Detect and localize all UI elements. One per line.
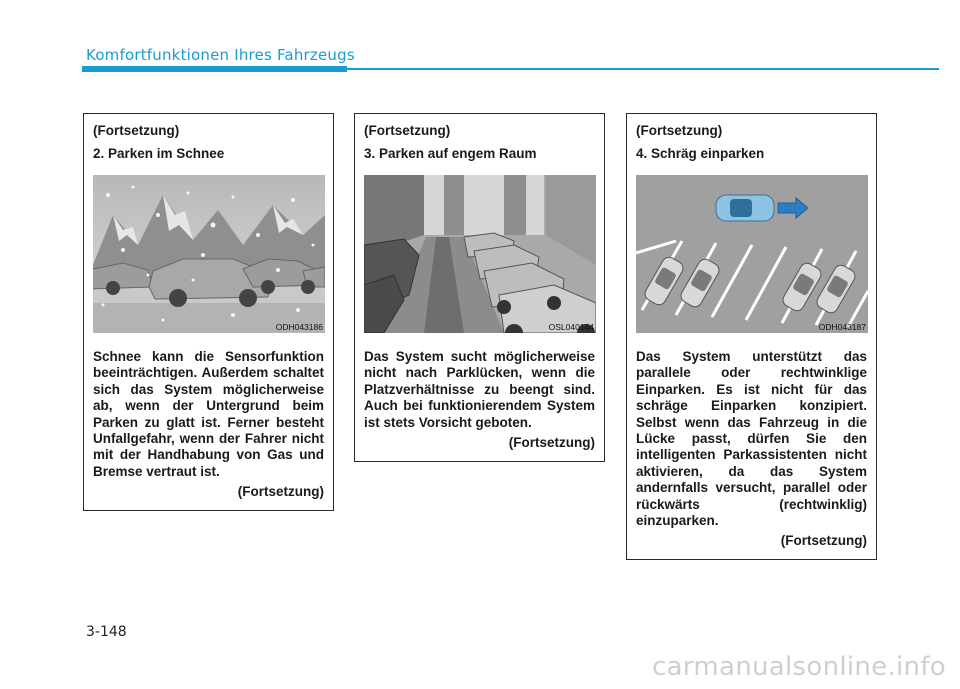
page-number: 3-148: [86, 624, 127, 640]
header-rule: [347, 68, 939, 70]
panel-body-text: Das System unterstützt das parallele oder rechtwinklige Einparken. Es ist nicht für das schräge Einparken konzipiert. Selbst wenn das Fahrzeug in die Lücke passt, dürfen Sie den intelligenten Parkassistenten nicht aktivieren, da das System andernfalls versucht, parallel oder rückwärts (rechtwinklig) einzuparken.: [636, 349, 867, 529]
panel-narrow-space-parking: [354, 113, 605, 462]
continued-label-bottom: (Fortsetzung): [237, 484, 324, 500]
narrow-space-illustration: [364, 175, 596, 333]
continued-label-bottom: (Fortsetzung): [780, 533, 867, 549]
continued-label-bottom: (Fortsetzung): [508, 435, 595, 451]
section-title-underline: [82, 66, 347, 72]
snow-parking-illustration: [93, 175, 325, 333]
panel-body-text: Das System sucht möglicherweise nicht nach Parklücken, wenn die Platzverhältnisse zu beengt sind. Auch bei funktionierendem System ist stets Vorsicht geboten.: [364, 349, 595, 430]
panel-body-text: Schnee kann die Sensorfunktion beeinträchtigen. Außerdem schaltet sich das System möglicherweise ab, wenn der Untergrund beim Parken zu glatt ist. Ferner besteht Unfallgefahr, wenn der Fahrer nicht mit der Handhabung von Gas und Bremse vertraut ist.: [93, 349, 324, 479]
watermark: carmanualsonline.info: [651, 652, 946, 682]
continued-label-top: (Fortsetzung): [93, 123, 180, 138]
section-title: Komfortfunktionen Ihres Fahrzeugs: [86, 46, 355, 64]
continued-label-top: (Fortsetzung): [364, 123, 451, 138]
moving-car-icon: [716, 195, 774, 221]
panel-heading: 4. Schräg einparken: [636, 146, 765, 161]
panel-angled-parking: [626, 113, 877, 560]
panel-heading: 3. Parken auf engem Raum: [364, 146, 537, 161]
figure-code: ODH043186: [275, 322, 323, 332]
continued-label-top: (Fortsetzung): [636, 123, 723, 138]
figure-code: ODH043187: [818, 322, 866, 332]
angled-parking-diagram: [636, 175, 868, 333]
panel-parking-in-snow: [83, 113, 334, 511]
panel-heading: 2. Parken im Schnee: [93, 146, 225, 161]
figure-code: OSL040144: [548, 322, 594, 332]
